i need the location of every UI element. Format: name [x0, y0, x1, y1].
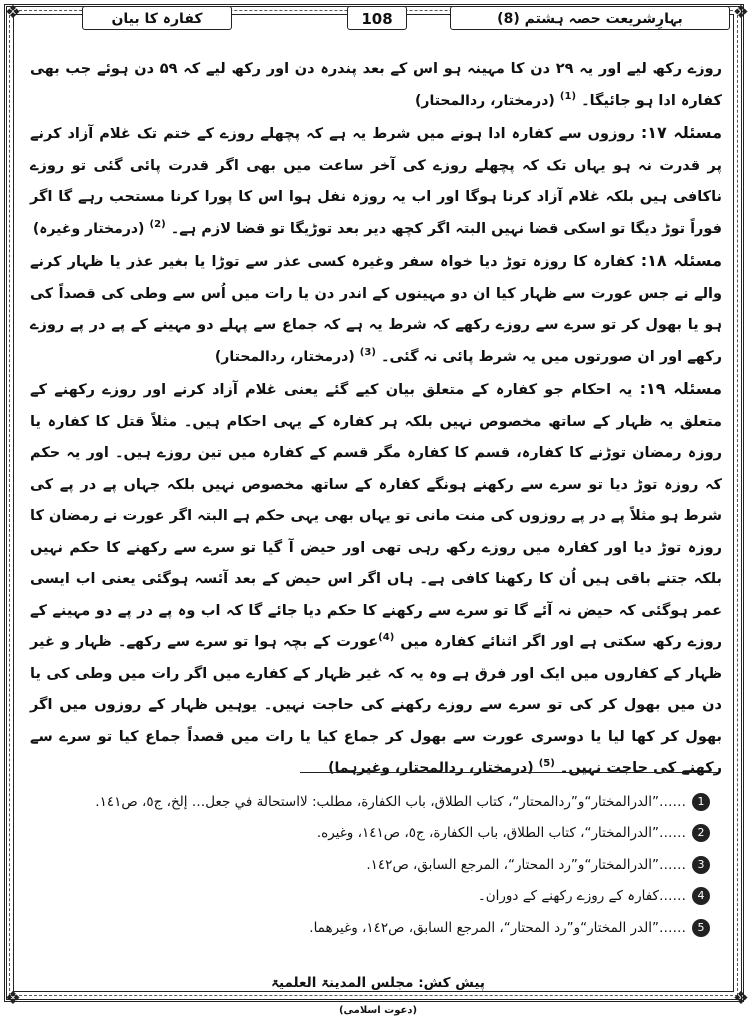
masala-text: کفارہ کا روزہ توڑ دیا خواہ سفر وغیرہ کسی عذر سے توڑا یا بغیر عذر یا ظہار کرنے والے نے جس عورت سے ظہار کیا ان دو مہینوں کے اندر دن یا رات میں اُس سے وطی کی قصداً کی ہو یا بھول کر تو سرے سے روزے رکھے کہ شرط یہ ہے کہ جماع سے پہلے دو مہینے کے پے در پے روزے رکھے اور ان صورتوں میں یہ شرط پائی نہ گئی۔: [30, 254, 722, 365]
footnote-number: 3: [692, 856, 710, 874]
masala-heading: مسئلہ ۱۷:: [640, 123, 722, 142]
corner-ornament-icon: ❖: [4, 2, 22, 23]
footnote-marker: (3): [359, 346, 376, 358]
masala-18: [30, 245, 722, 373]
intro-text: روزے رکھ لیے اور یہ ۲۹ دن کا مہینہ ہو اس کے بعد پندرہ دن اور رکھ لیے کہ ۵۹ دن ہوئے جب بھی کفارہ ادا ہو جائیگا۔: [30, 61, 722, 109]
intro-paragraph: [30, 54, 722, 117]
footnote-text: ……”الدرالمختار“و”رد المحتار“، المرجع السابق، ص١٤٢.: [366, 856, 686, 873]
footnote-number: 5: [692, 919, 710, 937]
masala-text: روزوں سے کفارہ ادا ہونے میں شرط یہ ہے کہ پچھلے روزے کے ختم تک غلام آزاد کرنے پر قدرت نہ ہو یہاں تک کہ پچھلے روزے کی آخر ساعت میں بھی اگر قدرت پائی گئی تو روزے ناکافی ہیں بلکہ غلام آزاد کرنا ہوگا اور اب یہ روزہ نفل ہوا اس کا پورا کرنا مستحب رہے گا اگر فوراً توڑ دیگا تو اسکی قضا نہیں البتہ اگر کچھ دیر بعد توڑیگا تو قضا لازم ہے۔: [30, 126, 722, 237]
organization-name: (دعوت اسلامی): [338, 1005, 418, 1016]
footnotes: [70, 786, 710, 944]
masala-17: [30, 117, 722, 245]
footnote-number: 1: [692, 793, 710, 811]
masala-heading: مسئلہ ۱۸:: [640, 251, 722, 270]
footnote-text: ……”الدرالمختار“و”ردالمحتار“، كتاب الطلاق، باب الكفارة، مطلب: لااستحالة في جعل… إلخ، ج٥، ص١٤١.: [95, 793, 686, 810]
main-text: [30, 54, 722, 785]
masala-heading: مسئلہ ۱۹:: [639, 379, 722, 398]
presented-by-label: پیش کش:: [418, 975, 485, 991]
footnote-text: ……”الدرالمختار“، كتاب الطلاق، باب الكفارة، ج٥، ص١٤١، وغيره.: [316, 825, 686, 842]
footnote-item: [70, 881, 710, 913]
footnote-text: ……کفارہ کے روزے رکھنے کے دوران۔: [477, 888, 686, 905]
chapter-title: کفارہ کا بیان: [82, 6, 232, 30]
footnote-divider: [300, 772, 718, 773]
footnote-item: [70, 818, 710, 850]
citation: (درمختار، ردالمحتار، وغیرہما): [328, 760, 534, 776]
citation: (درمختار، ردالمحتار): [415, 92, 555, 109]
footnote-marker: (4): [378, 632, 395, 644]
footnote-marker: (1): [559, 90, 577, 102]
masala-text: یہ احکام جو کفارہ کے متعلق بیان کیے گئے یعنی غلام آزاد کرنے اور روزے رکھنے کے متعلق یہ ظہار کے ساتھ مخصوص نہیں بلکہ ہر کفارہ کے یہی احکام ہیں۔ مثلاً قتل کا کفارہ یا روزہ رمضان توڑنے کا کفارہ، قسم کا کفارہ مگر قسم کے کفارہ میں تین روزے ہیں۔ اور یہ حکم کہ روزہ توڑ دیا تو سرے سے رکھنے ہونگے کفارہ کے ساتھ مخصوص نہیں بلکہ جہاں پے در پے کی شرط ہو مثلاً پے در پے روزوں کی منت مانی تو یہاں بھی یہی حکم ہے البتہ اگر عورت نے رمضان کا روزہ توڑ دیا اور کفارہ میں روزے رکھ رہی تھی اور حیض آ گیا تو سرے سے رکھنے کا حکم نہیں بلکہ جتنے باقی ہیں اُن کا رکھنا کافی ہے۔ ہاں اگر اس حیض کے بعد آئسہ ہوگئی یعنی اب ایسی عمر ہوگئی کہ حیض نہ آئے گا تو سرے سے رکھنے کا حکم دیا جائے گا کہ اب وہ پے در پے دو مہینے کے روزے رکھ سکتی ہے اور اگر اثنائے کفارہ میں: [30, 382, 722, 650]
footnote-text: ……”الدر المختار“و”رد المحتار“، المرجع السابق، ص١٤٢، وغيرهما.: [309, 919, 686, 936]
page-number: 108: [347, 6, 407, 30]
footnote-marker: (5): [538, 758, 555, 770]
book-title: بہارِشریعت حصہ ہشتم (8): [450, 6, 730, 30]
footnote-number: 2: [692, 824, 710, 842]
footnote-item: [70, 849, 710, 881]
corner-ornament-icon: ❖: [4, 988, 22, 1009]
publisher-name: مجلس المدینۃ العلمیۃ: [271, 975, 414, 991]
masala-19: [30, 373, 722, 785]
page-header: [22, 6, 730, 32]
footnote-marker: (2): [149, 218, 166, 230]
page-footer: [255, 970, 501, 1016]
footnote-number: 4: [692, 887, 710, 905]
footnote-item: [70, 912, 710, 944]
corner-ornament-icon: ❖: [732, 988, 750, 1009]
citation: (درمختار، ردالمحتار): [214, 348, 355, 365]
corner-ornament-icon: ❖: [732, 2, 750, 23]
masala-text: عورت کے بچہ ہوا تو سرے سے رکھے۔ ظہار و غیر ظہار کے کفاروں میں ایک اور فرق ہے وہ یہ کہ غیر ظہار کے کفارے میں اگر رات میں وطی کی یا دن میں بھول کر کی تو سرے سے روزے رکھنے کی حاجت نہیں۔ یوہیں ظہار کے روزوں میں اگر بھول کر کھا لیا یا دوسری عورت سے بھول کر جماع کیا یا رات میں قصداً جماع کیا تو سرے سے رکھنے کی حاجت نہیں۔: [30, 634, 722, 776]
citation: (درمختار وغیرہ): [32, 220, 145, 237]
footnote-item: [70, 786, 710, 818]
